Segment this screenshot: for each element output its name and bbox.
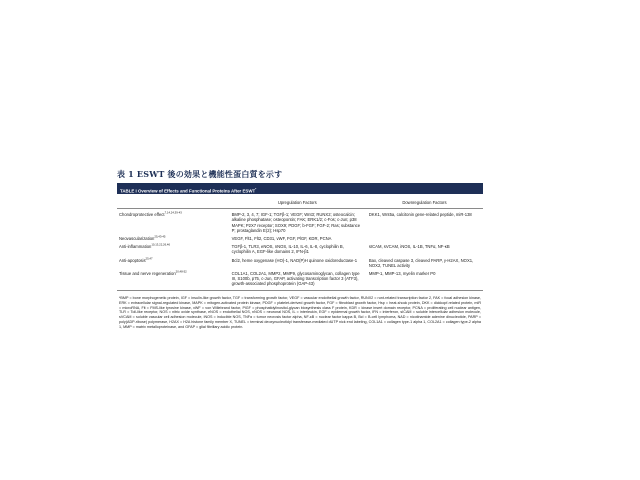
effect-cell: Anti-inflammation$^{10,13,22,26,46}$ [119, 242, 171, 250]
table-row [117, 241, 483, 254]
downregulation-cell: sICAM, sVCAM, iNOS, IL-1B, TNFα, NF-κB [368, 244, 450, 250]
downregulation-cell: MMP-1, MMP-13, myelin marker P0 [368, 271, 436, 277]
downregulation-cell: Bax, cleaved caspase 3, cleaved PARP, γ-H2AX, NOX1, NOX2, TUNEL activity [368, 257, 474, 268]
table-title: TABLE I Overview of Effects and Functional Proteins After ESWT [120, 188, 256, 194]
column-header-effect [117, 197, 229, 209]
document-figure [117, 165, 483, 329]
reference-superscript: 25,43-45 [154, 234, 166, 239]
table-row [117, 233, 483, 241]
reference-superscript: 7,14,24,39-43 [164, 210, 182, 215]
upregulation-cell: Bcl2, heme oxygenase (HO)-1, NAD(P)H quinone oxidoreductase-1 [231, 257, 358, 263]
japanese-caption: 表 1 ESWT 後の効果と機能性蛋白質を示す [117, 169, 283, 179]
reference-superscript: 20,48-52 [175, 269, 187, 274]
table-title-bar [117, 185, 483, 194]
upregulation-cell: BMP-2, 3, 4, 7; IGF-1; TGFβ-1; VEGF; Wnt3; RUNX2; osteocalcin; alkaline phosphatase; osteopontin; FAK; ERK1/2; c-Fos; c-Jun; p38 MAPK; P2X7 receptor; SOX9; PDGF; b-FGF; FGF-2; Ras; substance P; prostaglandin E(2); Hsp70 [231, 212, 361, 233]
table-row [117, 209, 483, 233]
effect-cell: Anti-apoptosis$^{25,47}$ [119, 256, 153, 263]
effects-table [117, 197, 483, 287]
table-header-row [117, 197, 483, 209]
downregulation-cell [366, 233, 483, 241]
reference-superscript: 10,13,22,26,46 [151, 242, 171, 247]
table-footnote: *BMP = bone morphogenetic protein, IGF = insulin-like growth factor, TGF = transforming growth factor, VEGF = vascular endothelial growth factor, RUNX2 = runt-related transcription factor 2, FAK = focal adhesion kinase, ERK = extracellular signal-regulated kinase, MAPK = mitogen-activated protein kinase, PDGF = platelet-derived growth factor, FGF = fibroblast growth factor, Hsp = heat-shock protein, DKK = dickkopf-related protein, miR = microRNA, Flt = FMS-like tyrosine kinase, vWF = von Willebrand factor, PlGF = phosphatidylinositol-glycan biosynthesis class F protein, KDR = kinase insert domain receptor, PCNA = proliferating cell nuclear antigen, TLR = Toll-like receptor, NOS = nitric oxide synthase, eNOS = endothelial NOS, nNOS = neuronal NOS, IL = interleukin, EGF = epidermal growth factor, IFN = interferon, sICAM = soluble intercellular adhesion molecule, sVCAM = soluble vascular cell adhesion molecule, iNOS = inducible NOS, TNFα = tumor necrosis factor alpha, NF-κB = nuclear factor kappa B, Bcl = B-cell lymphoma, NAD = nicotinamide adenine dinucleotide, PARP = poly(ADP-ribose) polymerase, H2AX = H2A histone family member X, TUNEL = terminal deoxynucleotidyl transferase-mediated dUTP nick end labeling, COL1A1 = collagen type-1 alpha 1, COL2A1 = collagen type-2 alpha 1, MMP = matrix metalloproteinase, and GFAP = glial fibrillary acidic protein. [119, 296, 481, 329]
effect-cell: Neovascularization$^{25,43-45}$ [119, 234, 166, 242]
effect-cell: Chondroprotective effect$^{7,14,24,39-43}$ [119, 210, 182, 218]
upregulation-cell: TGFβ-1, TLR3, eNOS, nNOS, IL-10, IL-6, IL-8, cyclophilin B, cyclophilin A, EGF-like domains 2, IFN-β1 [231, 244, 344, 255]
upregulation-cell: VEGF, Flt1, Flt2, CD31, vWF, FGF, PlGF, KDR, PCNA [231, 236, 332, 242]
column-header-downregulation: Downregulation Factors [366, 197, 483, 209]
table-row [117, 255, 483, 268]
table-row [117, 268, 483, 287]
column-header-upregulation: Upregulation Factors [229, 197, 366, 209]
reference-superscript: 25,47 [145, 256, 153, 261]
upregulation-cell: COL1A1, COL2A1, MMP2, MMP9, glycosaminoglycan, collagen type III, S100b, p75, c-Jun, GFAP, activating transcription factor 3 (ATF3), growth-associated phosphoprotein (GAP-43) [231, 271, 360, 287]
effect-cell: Tissue and nerve regeneration$^{20,48-52}$ [119, 269, 187, 277]
downregulation-cell: DKK1, Wnt5a, calcitonin gene-related peptide, miR-138 [368, 212, 472, 218]
table-title-footnote-mark: * [255, 187, 257, 191]
